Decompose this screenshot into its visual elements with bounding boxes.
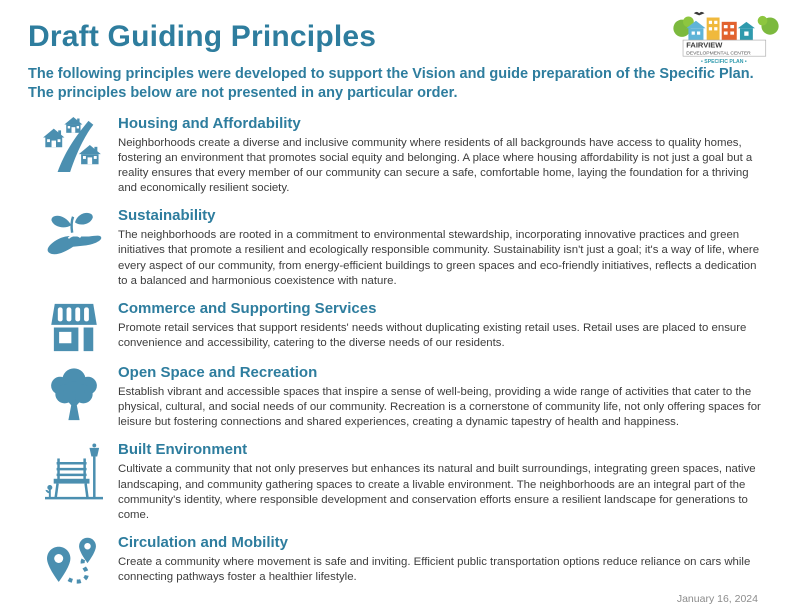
circulation-icon [30,534,118,590]
section-body: The neighborhoods are rooted in a commitment to environmental stewardship, incorporating innovative practices and green initiatives that promote a resilient and ecologically responsible community. Sustainability isn't just a goal; it's a way of life, where every aspect of our community, from energy-efficient buildings to green spaces and eco-friendly initiatives, reflects a dedication to a balanced and harmonious coexistence with nature. [118,229,760,287]
principles-list [30,115,765,590]
fairview-logo [672,10,780,68]
subtitle-line-1: The following principles were developed to support the Vision and guide preparation of the Specific Plan. [28,66,754,82]
section-body: Neighborhoods create a diverse and inclusive community where residents of all backgrounds have access to quality homes, fostering an environment that promotes social equity and belonging. A place where housing affordability is not just a goal but a reality ensures that every member of our community can secure a safe, comfortable home, laying the foundation for a thriving and economically resilient society. [118,136,753,195]
logo-subname: DEVELOPMENTAL CENTER [686,51,751,57]
page-subtitle [28,65,764,103]
section-built-environment [30,441,765,523]
section-circulation [30,534,765,590]
logo-name: FAIRVIEW [686,40,723,50]
footer-date: January 16, 2024 [676,593,758,605]
section-body: Promote retail services that support residents' needs without duplicating existing retail uses. Retail uses are placed to ensure convenience and accessibility, catering to the diverse needs of our residents. [118,321,747,350]
sustainability-icon [30,207,118,262]
section-title: Commerce and Supporting Services [118,299,377,317]
section-title: Housing and Affordability [118,114,301,132]
logo-tagline: • SPECIFIC PLAN • [701,59,747,66]
section-title: Built Environment [118,441,248,459]
section-commerce [30,300,765,353]
section-housing [30,115,765,197]
housing-icon [30,115,118,173]
section-sustainability [30,207,765,289]
section-open-space [30,364,765,430]
built-environment-icon [30,441,118,501]
section-title: Open Space and Recreation [118,363,318,381]
section-title: Circulation and Mobility [118,534,289,552]
page-title: Draft Guiding Principles [28,20,377,53]
open-space-icon [30,364,118,422]
commerce-icon [30,300,118,353]
section-body: Establish vibrant and accessible spaces that inspire a sense of well-being, providing a wide range of activities that cater to the physical, cultural, and social needs of our community. Recreation is a cornerstone of community life, not only offering spaces for leisure but fostering connections and shared experiences, creating a dynamic tapestry of health and happiness. [118,385,761,429]
section-body: Cultivate a community that not only preserves but enhances its natural and built surroundings, integrating green spaces, native landscaping, and community gathering spaces to create a livable environment. The neighborhoods are an integral part of the community's identity, where responsible development and conservation efforts ensure a resilient landscape for generations to come. [118,463,756,521]
subtitle-line-2: The principles below are not presented in any particular order. [28,84,458,101]
fairview-logo-icon [672,10,780,68]
section-title: Sustainability [118,207,216,225]
section-body: Create a community where movement is safe and inviting. Efficient public transportation options reduce reliance on cars while connecting pathways foster a healthier lifestyle. [118,556,751,584]
